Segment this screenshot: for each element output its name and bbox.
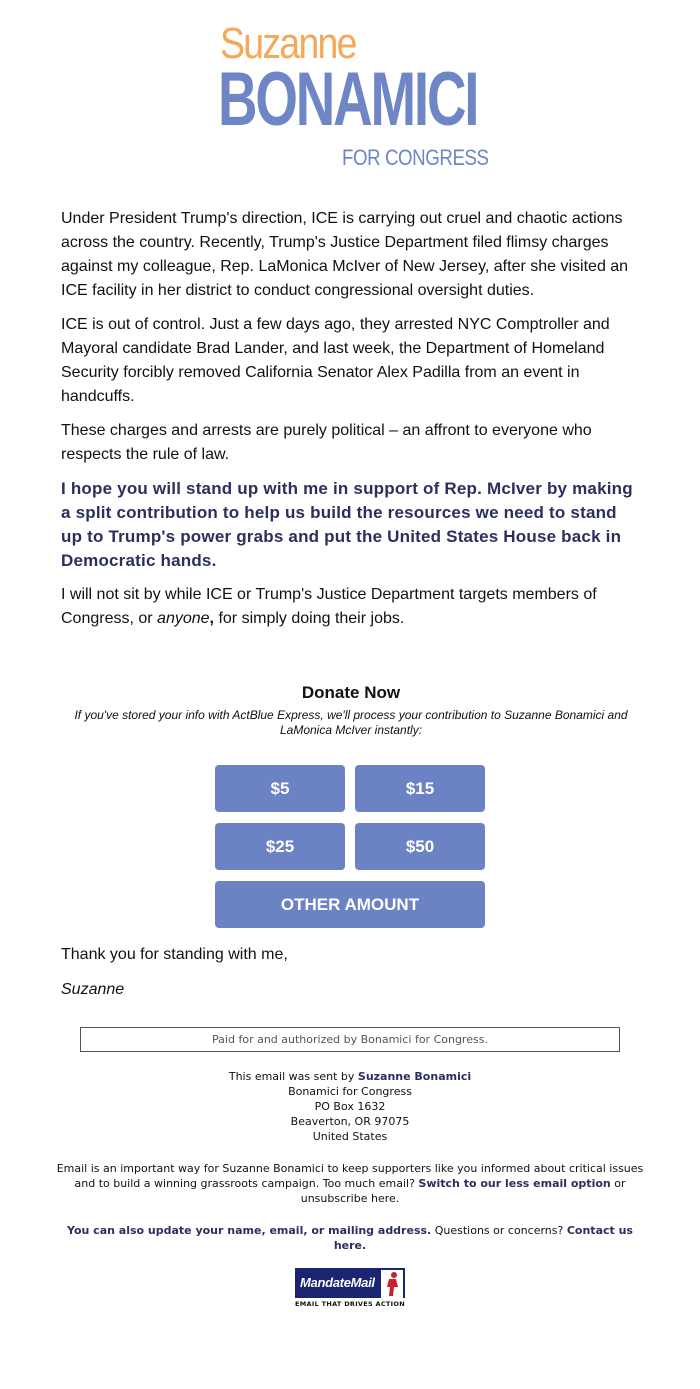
mandatemail-badge[interactable] xyxy=(295,1268,405,1310)
update-info-link[interactable]: You can also update your name, email, or mailing address. xyxy=(67,1224,432,1237)
email-body xyxy=(61,207,641,641)
logo-first-name: Suzanne xyxy=(220,19,356,68)
donate-25-button[interactable]: $25 xyxy=(215,823,345,870)
footer-address xyxy=(55,1069,645,1144)
footer-po: PO Box 1632 xyxy=(314,1100,386,1113)
paragraph-ask: I hope you will stand up with me in support of Rep. McIver by making a split contribution to help us build the resources we need to stand up to Trump's power grabs and put the United States House back in Democratic hands. xyxy=(61,479,633,570)
unsubscribe-link[interactable]: or unsubscribe here. xyxy=(300,1177,626,1205)
footer-city: Beaverton, OR 97075 xyxy=(290,1115,410,1128)
footer-org: Bonamici for Congress xyxy=(288,1085,412,1098)
badge-tagline: EMAIL THAT DRIVES ACTION xyxy=(295,1300,405,1308)
donate-50-button[interactable]: $50 xyxy=(355,823,485,870)
campaign-logo xyxy=(218,19,489,170)
donate-section xyxy=(61,682,641,738)
signoff-thanks: Thank you for standing with me, xyxy=(61,946,288,963)
questions-text: Questions or concerns? xyxy=(431,1224,567,1237)
donate-15-button[interactable]: $15 xyxy=(355,765,485,812)
badge-name: MandateMail xyxy=(300,1275,375,1290)
paid-for-disclaimer: Paid for and authorized by Bonamici for Congress. xyxy=(80,1027,620,1052)
contact-us-link[interactable]: Contact us here. xyxy=(333,1224,633,1252)
donate-other-amount-button[interactable]: OTHER AMOUNT xyxy=(215,881,485,928)
paragraph-3: These charges and arrests are purely political – an affront to everyone who respects the rule of law. xyxy=(61,422,592,463)
paragraph-1: Under President Trump's direction, ICE is carrying out cruel and chaotic actions across the country. Recently, Trump's Justice Department filed flimsy charges against my colleague, Rep. LaMonica McIver of New Jersey, after she visited an ICE facility in her district to conduct congressional oversight duties. xyxy=(61,210,629,299)
footer-country: United States xyxy=(312,1130,388,1143)
less-email-link[interactable]: Switch to our less email option xyxy=(418,1177,611,1190)
paragraph-5 xyxy=(61,583,641,631)
signoff-name: Suzanne xyxy=(61,981,125,998)
logo-last-name: BONAMICI xyxy=(218,57,478,142)
paragraph-5-comma: , xyxy=(209,610,214,627)
donate-5-button[interactable]: $5 xyxy=(215,765,345,812)
runner-icon xyxy=(381,1270,403,1298)
sent-by-line xyxy=(55,1069,645,1084)
paragraph-5-start: I will not sit by while ICE or Trump's Justice Department targets members of Congress, or xyxy=(61,586,597,627)
footer-email-note xyxy=(55,1161,645,1206)
paragraph-2: ICE is out of control. Just a few days ago, they arrested NYC Comptroller and Mayoral candidate Brad Lander, and last week, the Department of Homeland Security forcibly removed California Senator Alex Padilla from an event in handcuffs. xyxy=(61,316,610,405)
footer-update xyxy=(55,1223,645,1253)
paragraph-5-italic: anyone xyxy=(157,610,210,627)
donate-note: If you've stored your info with ActBlue Express, we'll process your contribution to Suzanne Bonamici and LaMonica McIver instantly: xyxy=(74,708,628,737)
donate-title: Donate Now xyxy=(301,683,401,702)
sent-by-name: Suzanne Bonamici xyxy=(357,1070,472,1083)
sent-by-prefix: This email was sent by xyxy=(228,1070,358,1083)
email-note-text: Email is an important way for Suzanne Bonamici to keep supporters like you informed about critical issues and to build a winning grassroots campaign. Too much email? xyxy=(56,1162,644,1190)
paragraph-5-end: for simply doing their jobs. xyxy=(214,610,405,627)
logo-subtitle: FOR CONGRESS xyxy=(342,145,489,170)
